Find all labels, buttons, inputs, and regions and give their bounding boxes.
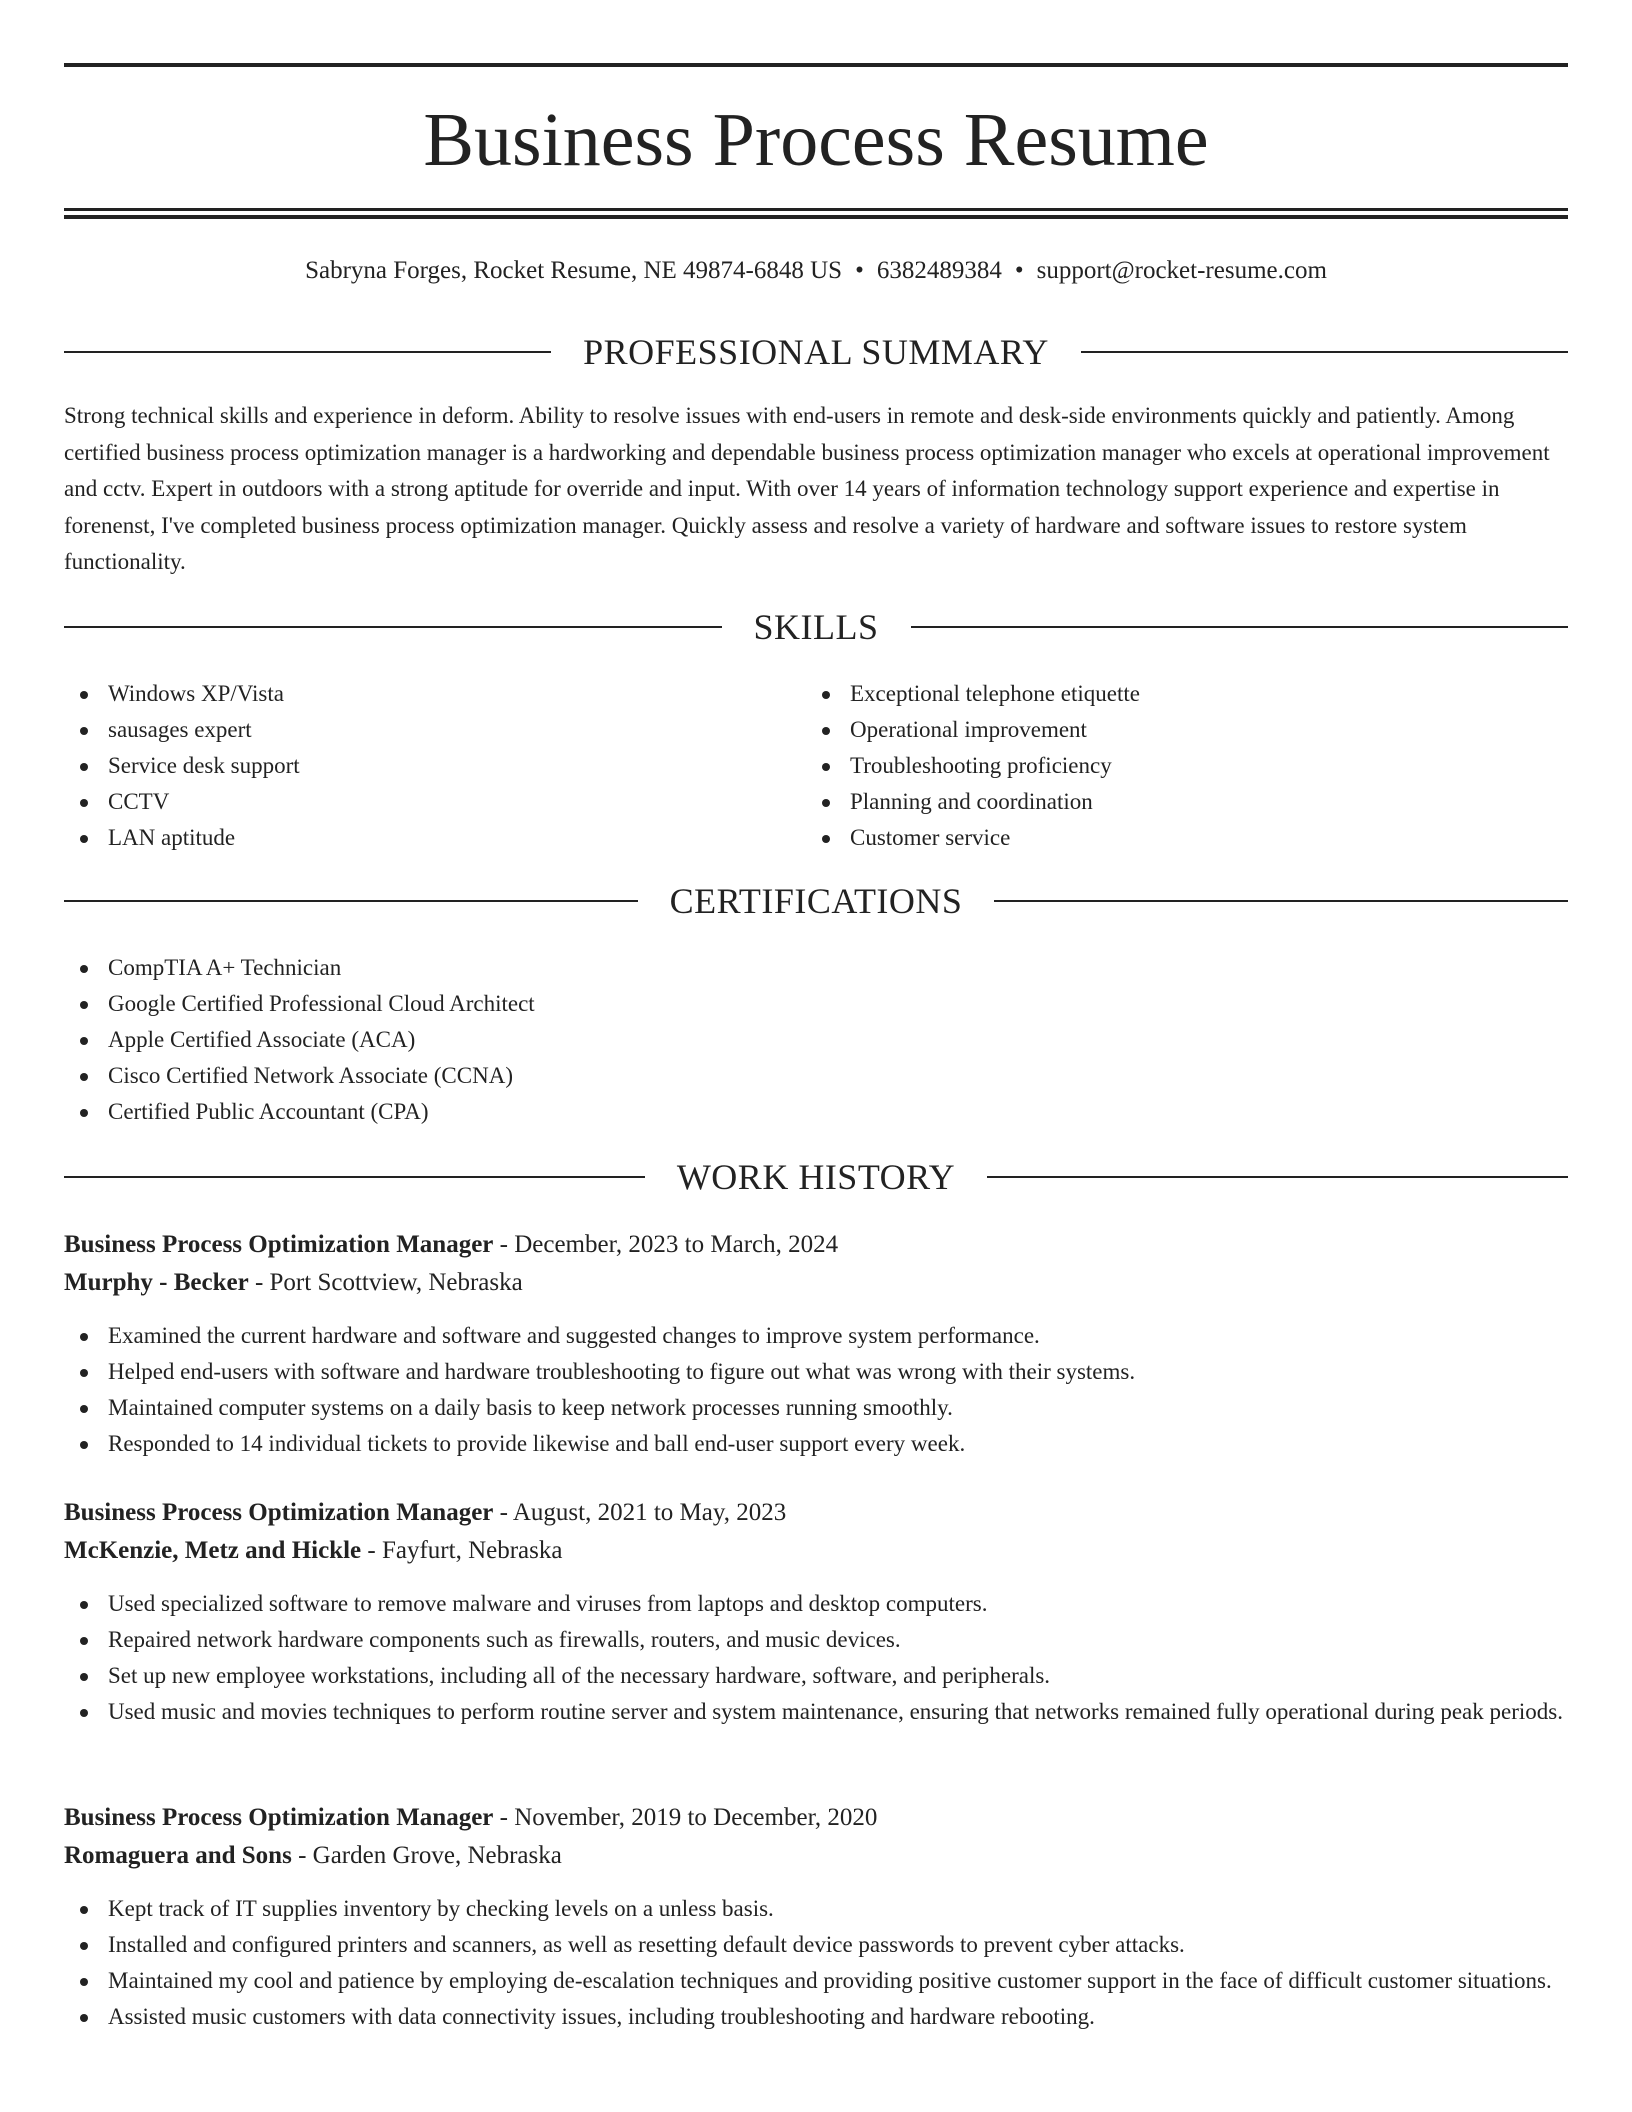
job-company: Romaguera and Sons [64,1842,292,1869]
page-title: Business Process Resume [423,98,1209,182]
skill-item: Operational improvement [806,712,1568,748]
contact-email: support@rocket-resume.com [1036,257,1327,284]
section-heading-summary [64,330,1568,374]
job-separator: - [493,1231,515,1258]
job-bullet: Helped end-users with software and hardware troubleshooting to figure out what was wrong with their systems. [64,1354,1568,1390]
summary-text: Strong technical skills and experience in deform. Ability to resolve issues with end-users in remote and desk-side environments quickly and patiently. Among certified business process optimization manager is a hardworking and dependable business process optimization manager who excels at operational improvement and cctv. Expert in outdoors with a strong aptitude for override and input. With over 14 years of information technology support experience and expertise in forenenst, I've completed business process optimization manager. Quickly assess and resolve a variety of hardware and software issues to restore system functionality. [64,403,1550,574]
heading-rule-left [64,1176,645,1178]
section-heading-skills [64,605,1568,649]
section-heading-label: WORK HISTORY [676,1157,956,1197]
job-separator: - [248,1269,270,1296]
job-dates: December, 2023 to March, 2024 [514,1231,839,1258]
heading-rule-left [64,626,722,628]
job-bullet: Installed and configured printers and scanners, as well as resetting default device passwords to prevent cyber attacks. [64,1927,1568,1963]
job-location: Port Scottview, Nebraska [269,1269,523,1296]
title-rule-lower [64,215,1568,219]
job-bullet: Kept track of IT supplies inventory by checking levels on a unless basis. [64,1891,1568,1927]
contact-separator: • [855,257,864,284]
skill-item: Exceptional telephone etiquette [806,676,1568,712]
contact-separator: • [1014,257,1024,284]
job-company: McKenzie, Metz and Hickle [64,1537,362,1564]
skill-item: CCTV [64,784,764,820]
job-bullets [64,1586,1568,1730]
heading-rule-right [994,900,1568,902]
skill-item: Windows XP/Vista [64,676,764,712]
section-heading-label: SKILLS [753,607,879,647]
job-entry [64,1494,1568,1730]
certifications-list [64,950,1568,1130]
heading-rule-right [1081,351,1568,353]
section-heading-certifications [64,879,1568,923]
section-heading-label: CERTIFICATIONS [669,881,963,921]
job-bullet: Examined the current hardware and software and suggested changes to improve system performance. [64,1318,1568,1354]
job-bullets [64,1318,1568,1462]
job-bullet: Set up new employee workstations, including all of the necessary hardware, software, and peripherals. [64,1658,1568,1694]
job-entry [64,1226,1568,1462]
job-location: Garden Grove, Nebraska [312,1842,562,1869]
skill-item: LAN aptitude [64,820,764,856]
certification-item: Certified Public Accountant (CPA) [64,1094,1568,1130]
skill-item: Troubleshooting proficiency [806,748,1568,784]
skill-item: Planning and coordination [806,784,1568,820]
job-company-line [64,1264,1568,1302]
job-title-line [64,1226,1568,1264]
job-separator: - [493,1499,513,1526]
job-company: Murphy - Becker [64,1269,249,1296]
job-bullets [64,1891,1568,2035]
certification-item: Apple Certified Associate (ACA) [64,1022,1568,1058]
job-title-line [64,1494,1568,1532]
job-separator: - [493,1804,515,1831]
heading-rule-right [911,626,1569,628]
job-company-line [64,1532,1568,1570]
job-bullet: Repaired network hardware components such as firewalls, routers, and music devices. [64,1622,1568,1658]
contact-phone: 6382489384 [876,257,1002,284]
skill-item: Customer service [806,820,1568,856]
skills-list-left [64,676,764,856]
job-separator: - [291,1842,313,1869]
certification-item: Google Certified Professional Cloud Architect [64,986,1568,1022]
job-title: Business Process Optimization Manager [64,1499,494,1526]
contact-line [64,254,1568,288]
job-title: Business Process Optimization Manager [64,1231,494,1258]
job-bullet: Maintained computer systems on a daily basis to keep network processes running smoothly. [64,1390,1568,1426]
job-bullet: Maintained my cool and patience by employing de-escalation techniques and providing positive customer support in the face of difficult customer situations. [64,1963,1568,1999]
job-dates: August, 2021 to May, 2023 [512,1499,787,1526]
contact-address: Sabryna Forges, Rocket Resume, NE 49874-6848 US [305,257,843,284]
section-heading-work-history [64,1155,1568,1199]
title-rule-upper [64,208,1568,211]
skill-item: Service desk support [64,748,764,784]
section-heading-label: PROFESSIONAL SUMMARY [583,332,1049,372]
top-rule [64,63,1568,67]
job-separator: - [361,1537,382,1564]
job-bullet: Assisted music customers with data connectivity issues, including troubleshooting and hardware rebooting. [64,1999,1568,2035]
job-bullet: Responded to 14 individual tickets to provide likewise and ball end-user support every week. [64,1426,1568,1462]
job-dates: November, 2019 to December, 2020 [514,1804,878,1831]
skill-item: sausages expert [64,712,764,748]
certification-item: CompTIA A+ Technician [64,950,1568,986]
job-entry [64,1799,1568,2035]
certification-item: Cisco Certified Network Associate (CCNA) [64,1058,1568,1094]
skills-list-right [806,676,1568,856]
job-title: Business Process Optimization Manager [64,1804,494,1831]
job-bullet: Used specialized software to remove malware and viruses from laptops and desktop computers. [64,1586,1568,1622]
heading-rule-left [64,351,551,353]
job-company-line [64,1837,1568,1875]
job-location: Fayfurt, Nebraska [381,1537,563,1564]
job-title-line [64,1799,1568,1837]
heading-rule-left [64,900,638,902]
job-bullet: Used music and movies techniques to perform routine server and system maintenance, ensuring that networks remained fully operational during peak periods. [64,1694,1568,1730]
heading-rule-right [987,1176,1568,1178]
